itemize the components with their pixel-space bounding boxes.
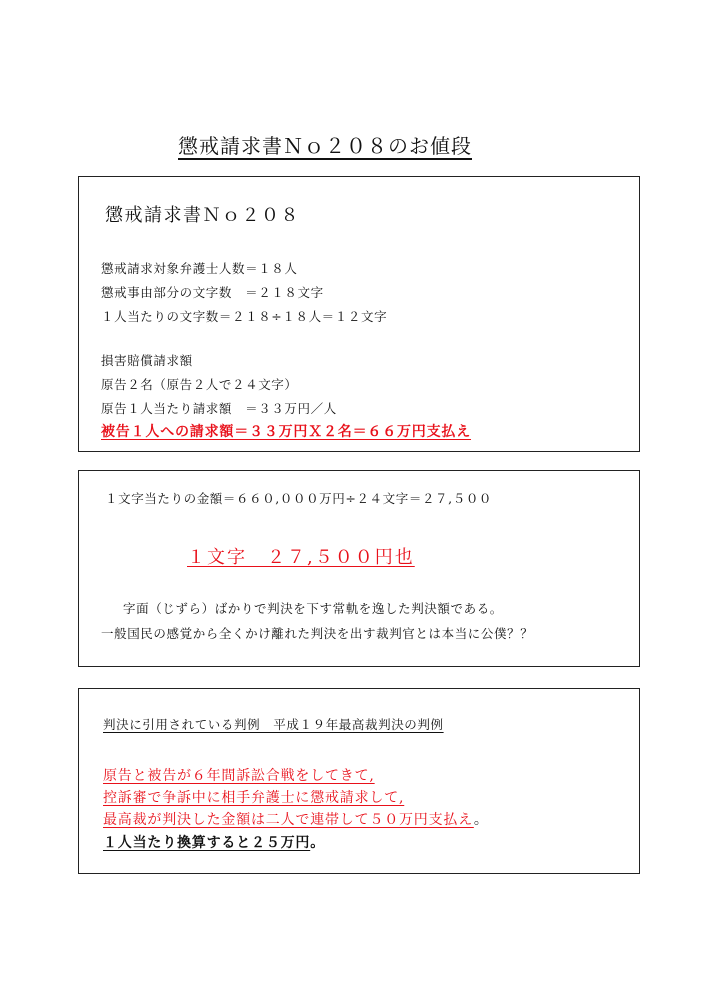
comment-line-1: 字面（じずら）ばかりで判決を下す常軌を逸した判決額である。 xyxy=(123,601,503,616)
precedent-line-4-text: １人当たり換算すると２５万円 xyxy=(103,835,311,851)
lawyer-count-line: 懲戒請求対象弁護士人数＝１８人 xyxy=(101,261,298,276)
precedent-line-3-text: 最高裁が判決した金額は二人で連帯して５０万円支払え xyxy=(103,812,474,828)
damages-heading: 損害賠償請求額 xyxy=(101,353,193,368)
per-person-chars-line: １人当たりの文字数＝２１８÷１８人＝１２文字 xyxy=(101,309,388,324)
character-count-line: 懲戒事由部分の文字数 ＝２１８文字 xyxy=(101,285,324,300)
page-title: 懲戒請求書Ｎｏ２０８のお値段 xyxy=(178,134,472,158)
precedent-line-3-end: 。 xyxy=(473,812,489,828)
precedent-line-3 xyxy=(103,809,489,829)
box-heading: 懲戒請求書Ｎｏ２０８ xyxy=(105,205,300,226)
precedent-line-4-end: 。 xyxy=(310,835,326,851)
precedent-heading: 判決に引用されている判例 平成１９年最高裁判決の判例 xyxy=(103,717,444,732)
per-character-box xyxy=(78,470,640,667)
comment-line-2: 一般国民の感覚から全くかけ離れた判決を出す裁判官とは本当に公僕？？ xyxy=(101,626,534,641)
per-plaintiff-line: 原告１人当たり請求額 ＝３３万円／人 xyxy=(101,401,337,416)
calculation-box xyxy=(78,176,640,452)
precedent-line-2: 控訴審で争訴中に相手弁護士に懲戒請求して, xyxy=(103,790,405,806)
highlight-claim: 被告１人への請求額＝３３万円Ｘ２名＝６６万円支払え xyxy=(101,424,471,440)
per-character-result: １文字 ２７,５００円也 xyxy=(187,547,415,568)
plaintiffs-line: 原告２名（原告２人で２４文字） xyxy=(101,377,298,392)
precedent-box xyxy=(78,688,640,874)
precedent-line-1: 原告と被告が６年間訴訟合戦をしてきて, xyxy=(103,768,375,784)
per-character-calc: １文字当たりの金額＝６６０,０００万円÷２４文字＝２７,５００ xyxy=(105,491,493,506)
precedent-line-4 xyxy=(103,832,325,852)
